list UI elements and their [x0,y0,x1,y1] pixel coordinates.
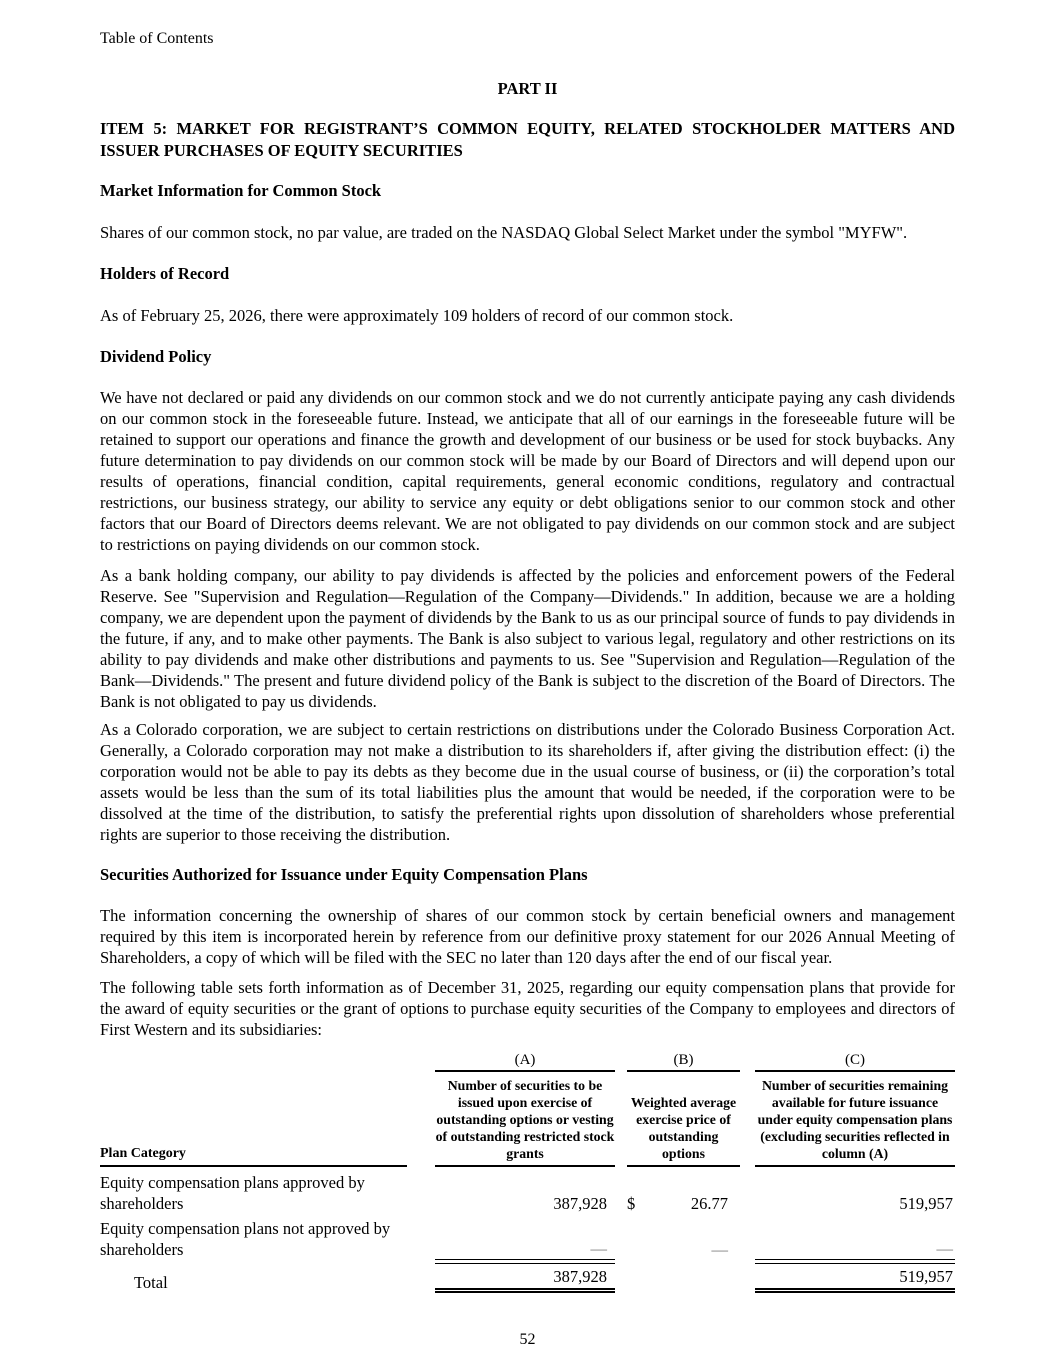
table-row-total [100,1263,955,1293]
total-value-c: 519,957 [755,1263,955,1293]
column-letter-a: (A) [435,1051,615,1072]
table-of-contents-link[interactable]: Table of Contents [100,30,214,47]
dividend-paragraph-3: As a Colorado corporation, we are subject to certain restrictions on distributions under the Colorado Business Corporation Act. Generally, a Colorado corporation may not make a distribution to its shareholders if, after giving the distribution effect: (i) the corporation would not be able to pay its debts as they become due in the usual course of business, or (ii) the corporation’s total assets would be less than the sum of its total liabilities plus the amount that would be needed, if the corporation were to be dissolved at the time of the distribution, to satisfy the preferential rights upon dissolution of shareholders whose preferential rights are superior to those receiving the distribution. [100,720,955,844]
table-row-not-approved-plans [100,1214,955,1260]
table-row-approved-plans [100,1167,955,1214]
column-letter-c: (C) [755,1051,955,1072]
header-col-b: Weighted average exercise price of outstanding options [627,1094,740,1167]
dividend-policy-heading: Dividend Policy [100,347,212,366]
market-info-heading: Market Information for Common Stock [100,181,382,200]
page-number: 52 [519,1331,536,1348]
header-col-a: Number of securities to be issued upon exercise of outstanding options or vesting of outstanding restricted stock grants [435,1077,615,1167]
row-value-b: 26.77 [690,1194,728,1213]
equity-compensation-table [100,1051,955,1293]
part-heading: PART II [497,79,558,98]
securities-authorized-heading: Securities Authorized for Issuance under Equity Compensation Plans [100,865,588,884]
row-value-b-dash: — [711,1240,728,1259]
row-value-a: 387,928 [553,1194,607,1213]
dividend-paragraph-2: As a bank holding company, our ability to pay dividends is affected by the policies and enforcement powers of the Federal Reserve. See "Supervision and Regulation—Regulation of the Company—Dividends." In addition, because we are a holding company, we are dependent upon the payment of dividends by the Bank to us as our principal source of funds to pay dividends in the future, if any, and to make other payments. The Bank is also subject to various legal, regulatory and other restrictions on its ability to pay dividends and make other distributions and payments to us. See "Supervision and Regulation—Regulation of the Bank—Dividends." The present and future dividend policy of the Bank is subject to the discretion of the Board of Directors. The Bank is not obligated to pay us dividends. [100,566,955,711]
row-value-c-dash: — [755,1238,955,1260]
table-column-letters-row [100,1051,955,1072]
holders-paragraph: As of February 25, 2026, there were approximately 109 holders of record of our common stock. [100,306,734,325]
table-header-row [100,1077,955,1167]
total-value-a: 387,928 [435,1263,615,1293]
dollar-sign: $ [627,1194,636,1213]
securities-paragraph-2: The following table sets forth information as of December 31, 2025, regarding our equity compensation plans that provide for the award of equity securities or the grant of options to purchase equity securities of the Company to employees and directors of First Western and its subsidiaries: [100,978,955,1039]
holders-heading: Holders of Record [100,264,230,283]
market-info-paragraph: Shares of our common stock, no par value, are traded on the NASDAQ Global Select Market under the symbol "MYFW". [100,223,908,242]
row-value-c: 519,957 [899,1194,953,1213]
row-value-a-dash: — [435,1238,615,1260]
row-label: Equity compensation plans not approved by shareholders [100,1219,391,1259]
header-plan-category: Plan Category [100,1145,407,1167]
row-label: Equity compensation plans approved by shareholders [100,1173,365,1213]
item-5-heading: ITEM 5: MARKET FOR REGISTRANT’S COMMON EQUITY, RELATED STOCKHOLDER MATTERS AND ISSUER PURCHASES OF EQUITY SECURITIES [100,119,955,160]
securities-paragraph-1: The information concerning the ownership of shares of our common stock by certain beneficial owners and management required by this item is incorporated herein by reference from our definitive proxy statement for our 2026 Annual Meeting of Shareholders, a copy of which will be filed with the SEC no later than 120 days after the end of our fiscal year. [100,906,955,967]
dividend-paragraph-1: We have not declared or paid any dividends on our common stock and we do not currently anticipate paying any cash dividends on our common stock in the foreseeable future. Instead, we anticipate that all of our earnings in the foreseeable future will be retained to support our operations and finance the growth and development of our business or be used for stock buybacks. Any future determination to pay dividends on our common stock will be made by our Board of Directors and will depend upon our results of operations, financial condition, capital requirements, general economic conditions, regulatory and contractual restrictions, our business strategy, our ability to service any equity or debt obligations senior to our common stock and other factors that our Board of Directors deems relevant. We are not obligated to pay dividends on our common stock and are subject to restrictions on paying dividends on our common stock. [100,388,955,554]
total-label: Total [134,1273,168,1292]
header-col-c: Number of securities remaining available for future issuance under equity compensation plans (excluding securities reflected in column (A) [755,1077,955,1167]
column-letter-b: (B) [627,1051,740,1072]
